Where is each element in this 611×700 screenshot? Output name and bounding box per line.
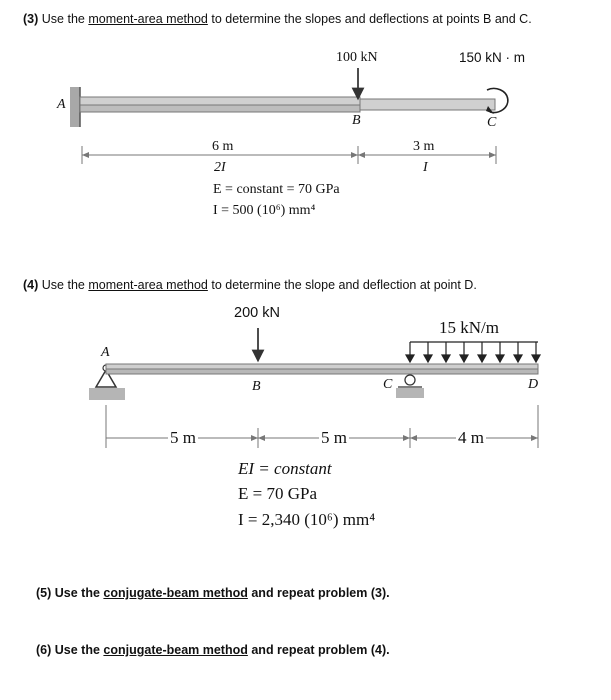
moment-label: 150 kN · m [459,50,526,65]
inertia-I: I [423,160,428,175]
moment-area-method-link-3: moment-area method [88,12,208,26]
problem-6-statement: (6) Use the conjugate-beam method and repeat problem (4). [36,643,390,657]
inertia-value: I = 500 (10⁶) mm⁴ [213,203,316,218]
load-label-100kN: 100 kN [336,50,378,65]
distributed-load-label: 15 kN/m [439,318,499,337]
inertia-2I: 2I [214,160,226,175]
length-3m: 3 m [413,139,435,154]
point-C-label-4: C [383,377,393,392]
problem-4-statement: (4) Use the moment-area method to determine the slope and deflection at point D. [23,278,477,292]
fixed-support-wall [70,87,80,127]
point-D-label-4: D [528,377,539,392]
beam-segment-2I [80,97,360,105]
conjugate-beam-method-link-6: conjugate-beam method [103,643,248,657]
problem-5-statement: (5) Use the conjugate-beam method and repeat problem (3). [36,586,390,600]
problem-3-number: (3) [23,12,39,26]
beam-segment-I [360,99,495,110]
problem-4-number: (4) [23,278,39,292]
point-B-label: B [352,113,361,128]
length-5m-a: 5 m [170,428,196,447]
inertia-value-4: I = 2,340 (10⁶) mm⁴ [238,510,376,529]
point-A-label-4: A [101,345,110,360]
conjugate-beam-method-link-5: conjugate-beam method [103,586,248,600]
length-5m-b: 5 m [321,428,347,447]
moment-area-method-link-4: moment-area method [88,278,208,292]
length-6m: 6 m [212,139,234,154]
load-label-200kN: 200 kN [234,305,280,321]
point-A-label: A [57,97,66,112]
roller-support-C [405,375,415,385]
problem-3-statement: (3) Use the moment-area method to determine the slopes and deflections at points B and C. [23,12,532,26]
ei-constant: EI = constant [238,459,332,478]
modulus-E: E = constant = 70 GPa [213,182,340,197]
length-4m: 4 m [458,428,484,447]
beam-4 [106,364,538,369]
point-C-label: C [487,115,497,130]
point-B-label-4: B [252,379,261,394]
modulus-E-4: E = 70 GPa [238,484,317,503]
